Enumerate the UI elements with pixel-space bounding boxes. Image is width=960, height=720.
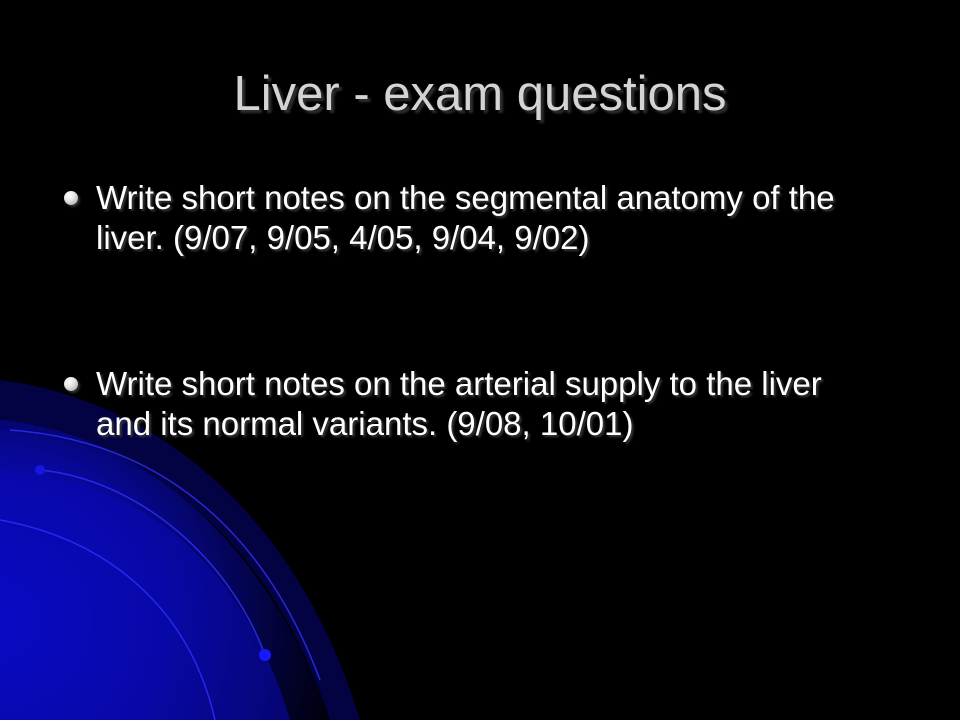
bullet-dot-icon	[64, 377, 78, 391]
bullet-item-segmental-anatomy	[64, 178, 884, 258]
decorative-dot-large	[259, 649, 271, 661]
bullet-text: Write short notes on the segmental anatomy of the liver. (9/07, 9/05, 4/05, 9/04, 9/02)	[96, 179, 835, 256]
bullet-dot-icon	[64, 191, 78, 205]
decorative-dot-small	[35, 465, 45, 475]
bullet-item-arterial-supply	[64, 364, 884, 444]
bullet-list	[64, 178, 884, 444]
slide-title: Liver - exam questions	[233, 67, 727, 121]
bullet-text: Write short notes on the arterial supply to the liver and its normal variants. (9/08, 10/01)	[96, 365, 822, 442]
